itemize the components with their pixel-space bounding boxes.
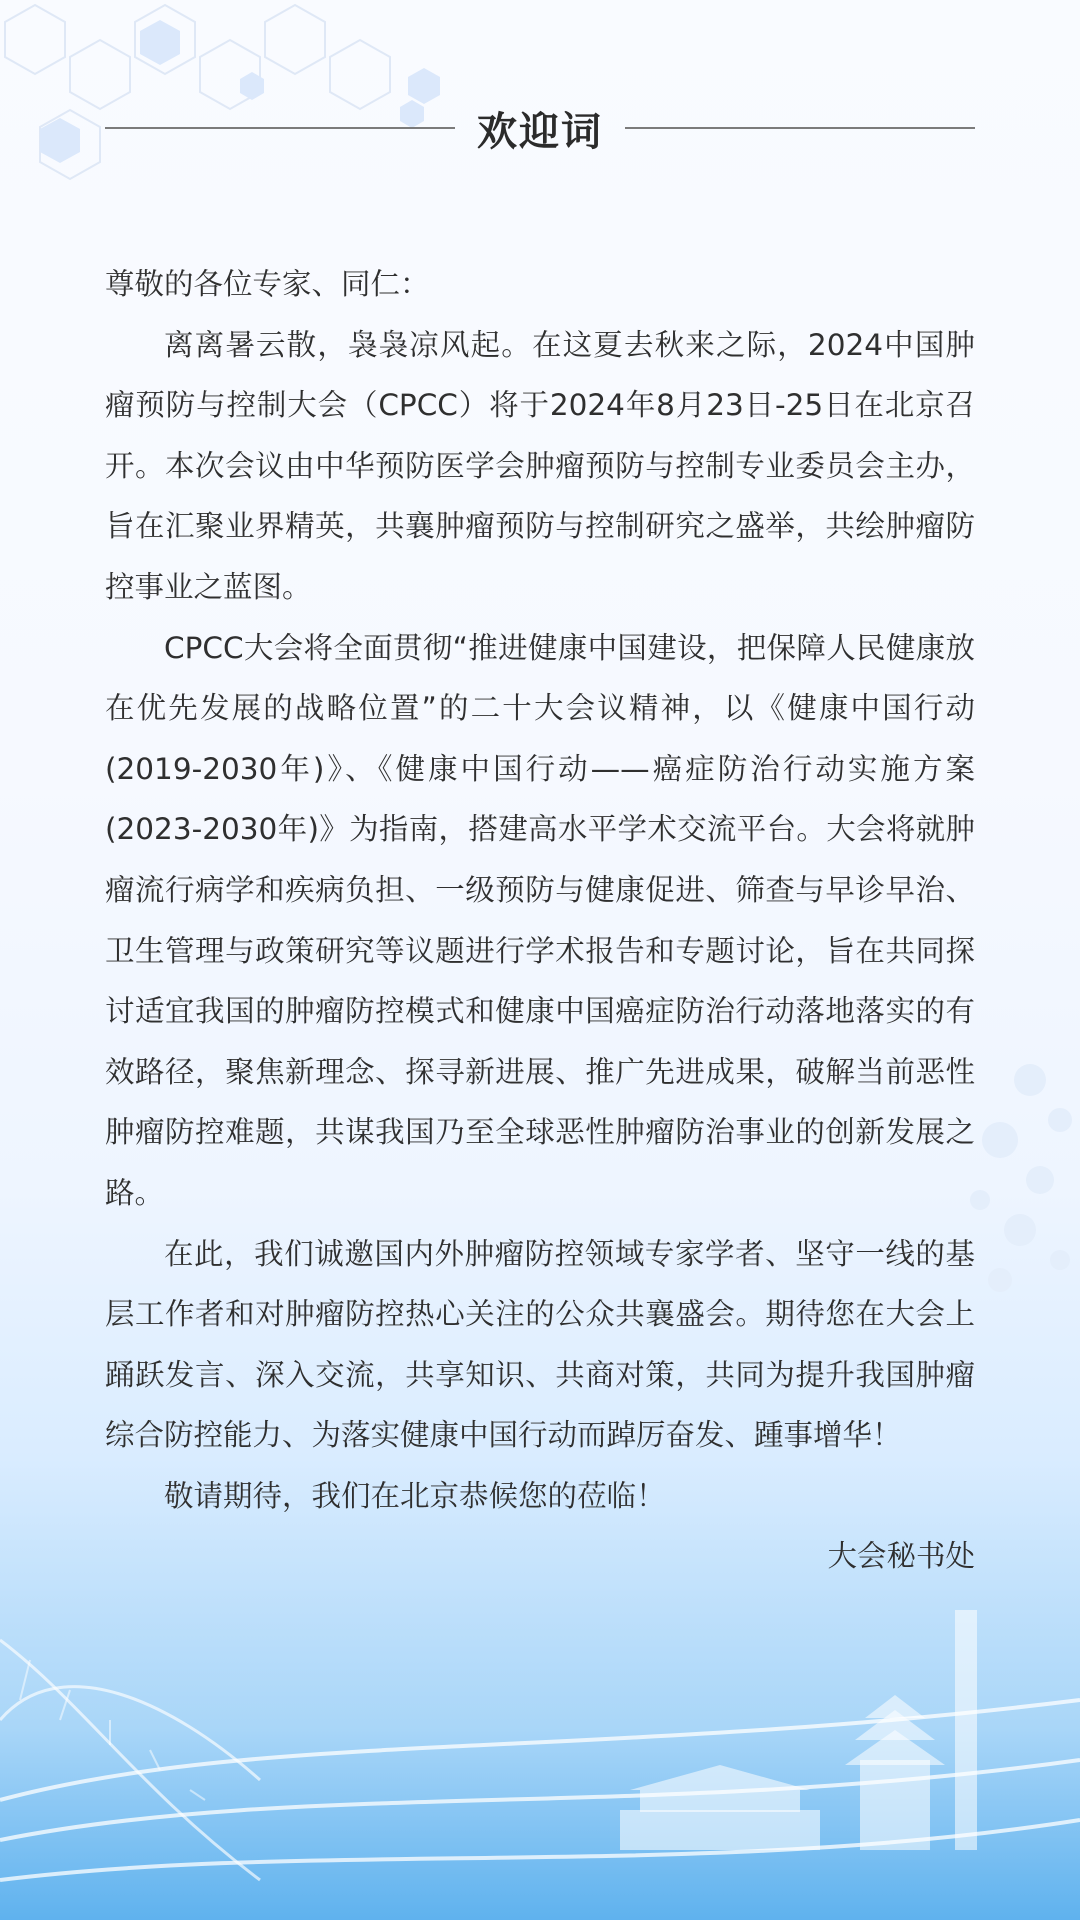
letter-body <box>105 254 975 1587</box>
page-title: 欢迎词 <box>477 108 603 155</box>
dna-helix <box>0 1640 260 1880</box>
signature: 大会秘书处 <box>827 1539 975 1574</box>
greeting: 尊敬的各位专家、同仁： <box>105 267 430 301</box>
paragraph-2: CPCC大会将全面贯彻“推进健康中国建设，把保障人民健康放在优先发展的战略位置”的二十大会议精神，以《健康中国行动(2019-2030年)》、《健康中国行动——癌症防治行动实施方案(2023-2030年)》为指南，搭建高水平学术交流平台。大会将就肿瘤流行病学和疾病负担、一级预防与健康促进、筛查与早诊早治、卫生管理与政策研究等议题进行学术报告和专题讨论，旨在共同探讨适宜我国的肿瘤防控模式和健康中国癌症防治行动落地落实的有效路径，聚焦新理念、探寻新进展、推广先进成果，破解当前恶性肿瘤防控难题，共谋我国乃至全球恶性肿瘤防治事业的创新发展之路。 <box>105 630 975 1210</box>
beijing-skyline <box>620 1610 977 1850</box>
title-row <box>105 100 975 156</box>
title-left-divider <box>105 127 455 129</box>
paragraph-4: 敬请期待，我们在北京恭候您的莅临！ <box>164 1478 666 1513</box>
paragraph-1: 离离暑云散，袅袅凉风起。在这夏去秋来之际，2024中国肿瘤预防与控制大会（CPCC）将于2024年8月23日-25日在北京召开。本次会议由中华预防医学会肿瘤预防与控制专业委员会主办，旨在汇聚业界精英，共襄肿瘤预防与控制研究之盛举，共绘肿瘤防控事业之蓝图。 <box>105 327 975 604</box>
paragraph-3: 在此，我们诚邀国内外肿瘤防控领域专家学者、坚守一线的基层工作者和对肿瘤防控热心关注的公众共襄盛会。期待您在大会上踊跃发言、深入交流，共享知识、共商对策，共同为提升我国肿瘤综合防控能力、为落实健康中国行动而踔厉奋发、踵事增华！ <box>105 1236 975 1453</box>
title-right-divider <box>625 127 975 129</box>
